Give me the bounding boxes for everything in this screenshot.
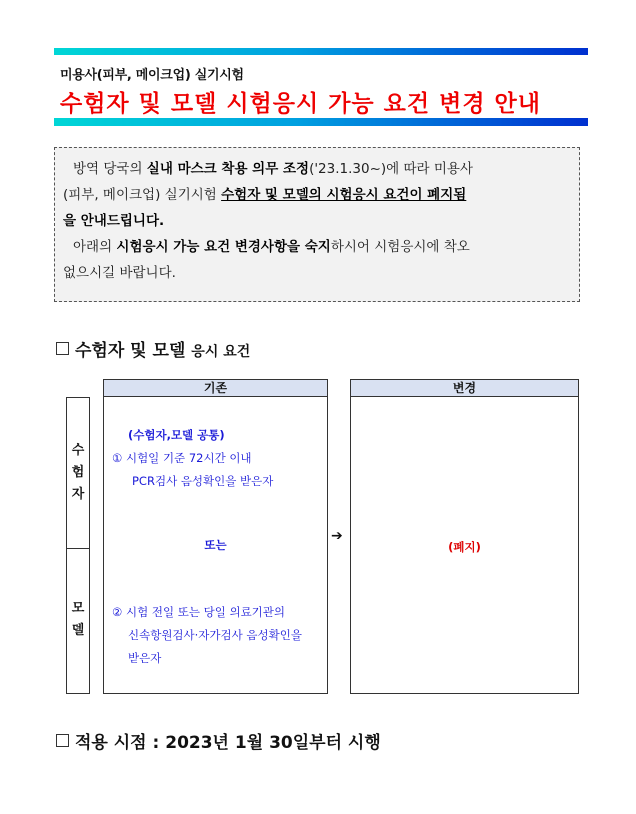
arrow-right-icon: ➔ [331, 528, 343, 544]
side-char: 모 [71, 601, 85, 616]
notice-line-1: 방역 당국의 실내 마스크 착용 의무 조정('23.1.30~)에 따라 미용사 [73, 161, 473, 177]
section-heading-requirements: 수험자 및 모델 응시 요건 [56, 336, 250, 361]
side-label-column [66, 397, 90, 694]
item2-line2: 신속항원검사·자가검사 음성확인을 [128, 628, 302, 642]
checkbox-square-icon [56, 734, 69, 747]
notice-line-2: (피부, 메이크업) 실기시험 수험자 및 모델의 시험응시 요건이 폐지됨 [63, 187, 467, 203]
doc-subtitle: 미용사(피부, 메이크업) 실기시험 [60, 68, 244, 83]
notice-line-5: 없으시길 바랍니다. [63, 265, 176, 281]
checkbox-square-icon [56, 342, 69, 355]
side-char: 자 [71, 487, 85, 502]
bottom-gradient-bar [54, 118, 588, 126]
doc-title: 수험자 및 모델 시험응시 가능 요건 변경 안내 [60, 91, 541, 117]
side-char: 험 [71, 465, 85, 480]
item1-line2: PCR검사 음성확인을 받은자 [132, 474, 274, 488]
item2-line1: ② 시험 전일 또는 당일 의료기관의 [112, 605, 286, 619]
before-box [103, 397, 328, 694]
or-label: 또는 [204, 538, 227, 552]
section-heading-effective-date: 적용 시점 : 2023년 1월 30일부터 시행 [56, 728, 381, 753]
side-char: 델 [71, 623, 85, 638]
notice-line-4: 아래의 시험응시 가능 요건 변경사항을 숙지하시어 시험응시에 착오 [73, 239, 470, 255]
top-gradient-bar [54, 48, 588, 55]
item1-line1: ① 시험일 기준 72시간 이내 [112, 451, 252, 465]
common-label: (수험자,모델 공통) [128, 428, 225, 442]
after-box [350, 397, 579, 694]
item2-line3: 받은자 [128, 651, 162, 665]
notice-line-3: 을 안내드립니다. [63, 213, 165, 229]
side-char: 수 [71, 443, 85, 458]
abolished-label: (폐지) [448, 540, 481, 554]
header-after: 변경 [350, 379, 579, 397]
header-before: 기존 [103, 379, 328, 397]
notice-box [54, 147, 580, 302]
side-divider [67, 548, 89, 549]
